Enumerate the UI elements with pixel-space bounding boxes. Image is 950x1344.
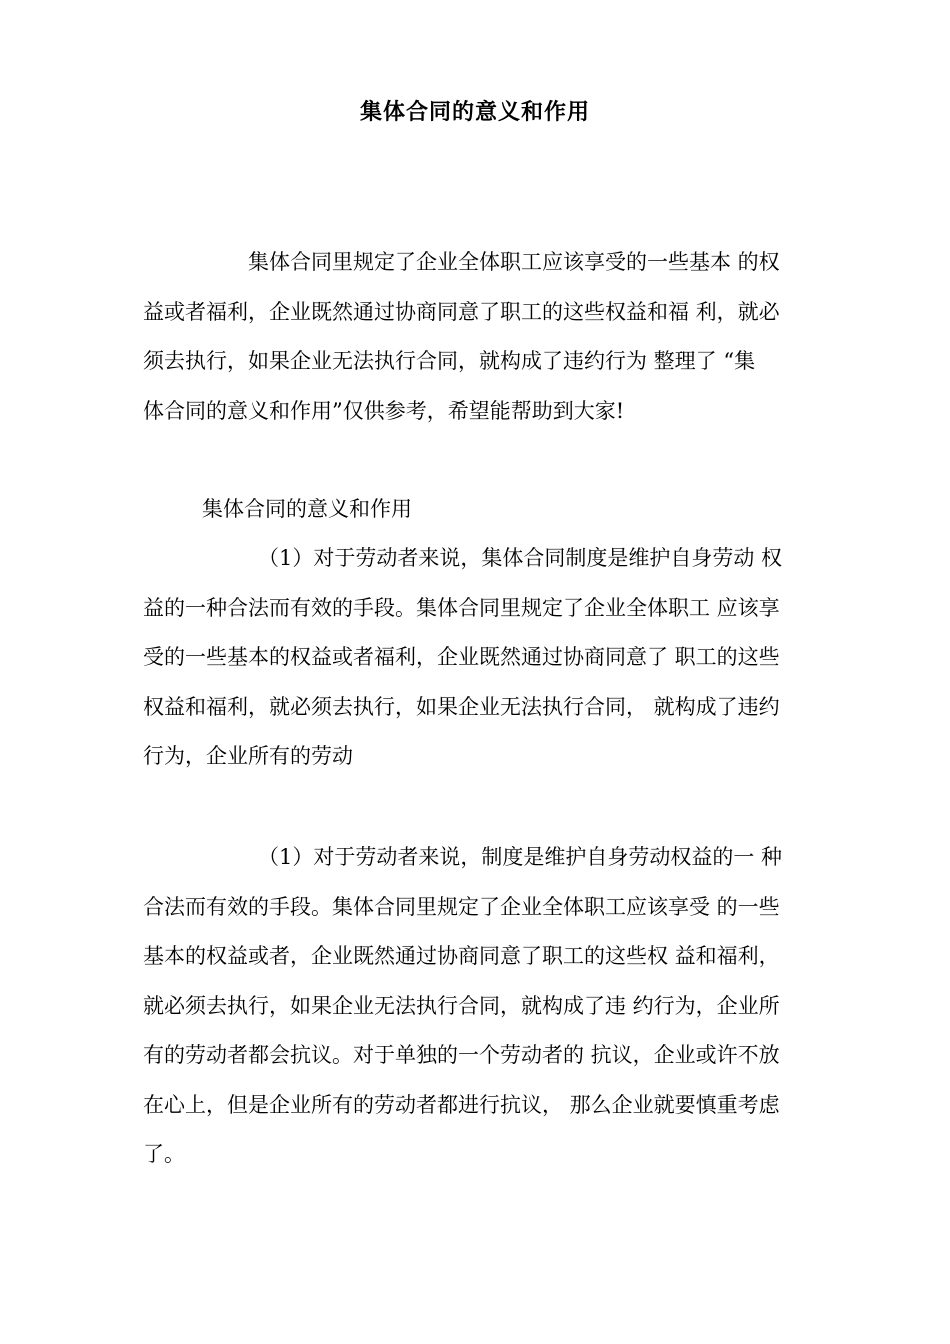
intro-line: 体合同的意义和作用”仅供参考，希望能帮助到大家! xyxy=(143,398,625,423)
section1-paragraph xyxy=(143,534,828,782)
section2-line: 了。 xyxy=(143,1142,185,1166)
section1-line: （1）对于劳动者来说，集体合同制度是维护自身劳动 权 xyxy=(258,546,783,570)
section2-line: 合法而有效的手段。集体合同里规定了企业全体职工应该享受 的一些 xyxy=(143,894,780,919)
section2-line: 就必须去执行，如果企业无法执行合同，就构成了违 约行为，企业所 xyxy=(143,993,780,1018)
section1-line: 行为，企业所有的劳动 xyxy=(143,744,353,768)
intro-line: 益或者福利，企业既然通过协商同意了职工的这些权益和福 利，就必 xyxy=(143,299,780,324)
section2-line: （1）对于劳动者来说，制度是维护自身劳动权益的一 种 xyxy=(258,845,783,869)
section2-line: 有的劳动者都会抗议。对于单独的一个劳动者的 抗议，企业或许不放 xyxy=(143,1043,780,1067)
intro-line: 须去执行，如果企业无法执行合同，就构成了违约行为 整理了 “集 xyxy=(143,349,756,373)
section1-line: 受的一些基本的权益或者福利，企业既然通过协商同意了 职工的这些 xyxy=(143,645,780,669)
section1-line: 益的一种合法而有效的手段。集体合同里规定了企业全体职工 应该享 xyxy=(143,595,780,620)
intro-line: 集体合同里规定了企业全体职工应该享受的一些基本 的权 xyxy=(248,250,780,274)
section-subheading: 集体合同的意义和作用 xyxy=(202,497,412,521)
section2-line: 在心上，但是企业所有的劳动者都进行抗议， 那么企业就要慎重考虑 xyxy=(143,1092,780,1117)
section2-paragraph xyxy=(143,833,828,1180)
document-title: 集体合同的意义和作用 xyxy=(359,100,590,125)
section1-line: 权益和福利，就必须去执行，如果企业无法执行合同， 就构成了违约 xyxy=(143,694,780,719)
section2-line: 基本的权益或者，企业既然通过协商同意了职工的这些权 益和福利， xyxy=(143,944,780,968)
intro-paragraph xyxy=(143,238,828,436)
